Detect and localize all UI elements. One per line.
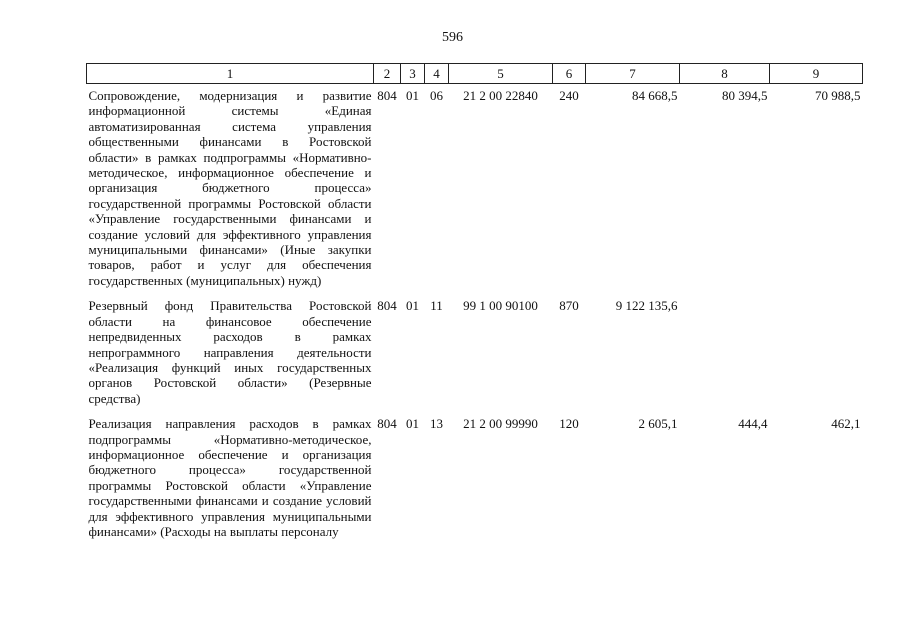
row-ministry-code: 804 xyxy=(377,416,397,432)
row-amount-col8: 444,4 xyxy=(738,416,768,432)
row-subsection-code: 13 xyxy=(430,416,443,432)
budget-table xyxy=(86,63,863,545)
header-col-4: 4 xyxy=(425,64,449,84)
header-col-1: 1 xyxy=(87,64,374,84)
row-subsection-code: 11 xyxy=(430,298,443,314)
row-description: Реализация направления расходов в рамках подпрограммы «Нормативно-методическое, информационное обеспечение и организация бюджетного процесса» государственной программы Ростовской области «Управление государственными финансами и создание условий для эффективного управления муниципальными финансами» (Расходы на выплаты персоналу xyxy=(88,416,372,539)
table-row xyxy=(87,412,863,545)
row-expense-type: 120 xyxy=(559,416,579,432)
row-section-code: 01 xyxy=(406,298,419,314)
row-target-article: 21 2 00 22840 xyxy=(463,88,538,103)
header-col-7: 7 xyxy=(586,64,680,84)
row-amount-col9 xyxy=(770,294,863,412)
row-subsection-code: 06 xyxy=(430,88,443,103)
row-section-code: 01 xyxy=(406,88,419,103)
row-amount-col7: 9 122 135,6 xyxy=(615,298,678,314)
row-amount-col9: 70 988,5 xyxy=(815,88,861,103)
row-ministry-code: 804 xyxy=(377,298,397,314)
row-expense-type: 240 xyxy=(559,88,579,103)
page-number: 596 xyxy=(442,30,463,45)
row-amount-col8: 80 394,5 xyxy=(722,88,768,103)
header-col-5: 5 xyxy=(449,64,553,84)
row-amount-col7: 2 605,1 xyxy=(638,416,678,432)
row-target-article: 99 1 00 90100 xyxy=(463,298,538,314)
header-col-6: 6 xyxy=(553,64,586,84)
header-row xyxy=(87,64,863,84)
header-col-8: 8 xyxy=(680,64,770,84)
row-description: Резервный фонд Правительства Ростовской области на финансовое обеспечение непредвиденных расходов в рамках непрограммного направления деятельности «Реализация функций иных государственных органов Ростовской области» (Резервные средства) xyxy=(88,298,372,406)
header-col-9: 9 xyxy=(770,64,863,84)
row-amount-col7: 84 668,5 xyxy=(632,88,678,103)
table-row xyxy=(87,84,863,295)
header-col-2: 2 xyxy=(374,64,401,84)
row-description: Сопровождение, модернизация и развитие информационной системы «Единая автоматизированная система управления общественными финансами в Ростовской области» в рамках подпрограммы «Нормативно-методическое, информационное обеспечение и организация бюджетного процесса» государственной программы Ростовской области «Управление государственными финансами и создание условий для эффективного управления муниципальными финансами» (Иные закупки товаров, работ и услуг для обеспечения государственных (муниципальных) нужд) xyxy=(88,88,372,288)
row-expense-type: 870 xyxy=(559,298,579,314)
header-col-3: 3 xyxy=(401,64,425,84)
row-amount-col8 xyxy=(680,294,770,412)
row-target-article: 21 2 00 99990 xyxy=(463,416,538,432)
row-amount-col9: 462,1 xyxy=(831,416,861,432)
table-row xyxy=(87,294,863,412)
row-section-code: 01 xyxy=(406,416,419,432)
row-ministry-code: 804 xyxy=(377,88,397,103)
